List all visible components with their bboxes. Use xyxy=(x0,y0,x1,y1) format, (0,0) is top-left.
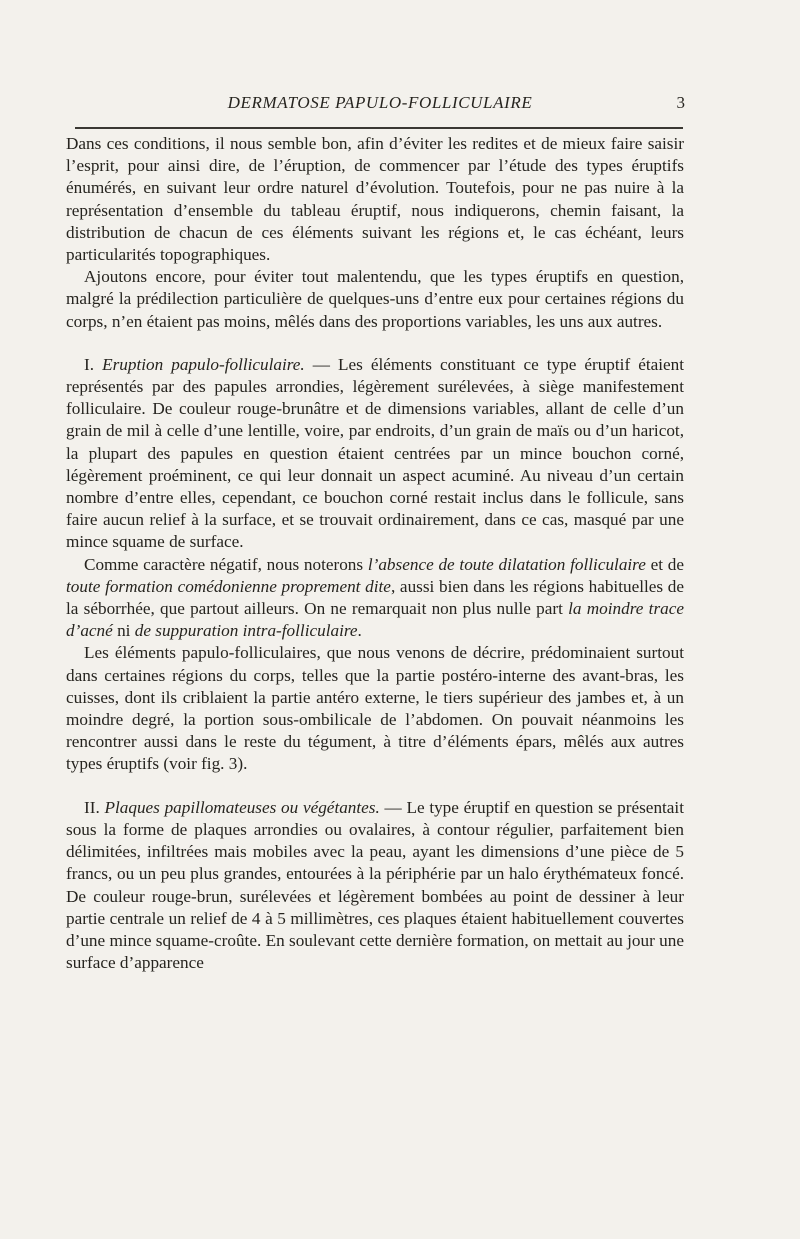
section-2-heading: Plaques papillomateuses ou végétantes. xyxy=(104,797,380,817)
section-2-text: — Le type éruptif en question se présentait sous la forme de plaques arrondies ou ovalaires, à contour régulier, parfaitement bien délimitées, infiltrées mais mobiles avec la peau, ayant les dimensions d’une pièce de 5 francs, ou un peu plus grandes, entourées à la périphérie par un halo érythémateux foncé. De couleur rouge-brun, surélevées et légèrement bombées au point de dessiner à leur partie centrale un relief de 4 à 5 millimètres, ces plaques étaient habituellement couvertes d’une mince squame-croûte. En soulevant cette dernière formation, on mettait au jour une surface d’apparence xyxy=(66,797,684,973)
section-1-numeral: I. xyxy=(84,354,95,374)
paragraph-distribution: Les éléments papulo-folliculaires, que nous venons de décrire, prédominaient surtout dans certaines régions du corps, telles que la partie postéro-interne des avant-bras, les cuisses, dont ils criblaient la partie antéro externe, le tiers supérieur des jambes et, à un moindre degré, la portion sous-ombilicale de l’abdomen. On pouvait néanmoins les rencontrer aussi dans le reste du tégument, à titre d’éléments épars, mêlés aux autres types éruptifs (voir fig. 3). xyxy=(66,643,684,774)
section-2-plaques xyxy=(66,797,684,975)
section-1-eruption xyxy=(66,354,684,554)
emphasis-run: de suppuration intra-folliculaire xyxy=(134,621,358,641)
emphasis-run: l’absence de toute dilatation folliculaire xyxy=(367,554,646,574)
header-rule xyxy=(75,127,683,129)
section-2-numeral: II. xyxy=(84,797,100,817)
page-number: 3 xyxy=(676,93,685,112)
paragraph-caractere-negatif xyxy=(66,554,684,643)
text-run: . xyxy=(357,621,362,641)
text-run: ni xyxy=(112,621,135,641)
emphasis-run: la moindre trace d’acné xyxy=(66,599,684,641)
body-text xyxy=(66,133,684,974)
section-1-heading: Eruption papulo-folliculaire. xyxy=(102,354,305,374)
paragraph-ajoutons: Ajoutons encore, pour éviter tout malentendu, que les types éruptifs en question, malgré la prédilection particulière de quelques-uns d’entre eux pour certaines régions du corps, n’en étaient pas moins, mêlés dans des proportions variables, les uns aux autres. xyxy=(66,267,684,331)
section-1-text: — Les éléments constituant ce type éruptif étaient représentés par des papules arrondies, légèrement surélevées, à siège manifestement folliculaire. De couleur rouge-brunâtre et de dimensions variables, allant de celle d’un grain de mil à celle d’une lentille, voire, par endroits, d’un grain de maïs ou d’un haricot, la plupart des papules en question étaient centrées par un mince bouchon corné, légèrement proéminent, ce qui leur donnait un aspect acuminé. Au niveau d’un certain nombre d’entre elles, cependant, ce bouchon corné restait inclus dans le follicule, sans faire aucun relief à la surface, et se trouvait ordinairement, dans ce cas, masqué par une mince squame de surface. xyxy=(66,354,685,552)
emphasis-run: toute formation comédonienne proprement dite xyxy=(66,576,391,596)
text-run: et de xyxy=(645,554,684,574)
text-run: , aussi bien dans les régions habituelles de la séborrhée, que partout ailleurs. On ne remarquait non plus nulle part xyxy=(66,576,684,619)
paragraph-conditions: Dans ces conditions, il nous semble bon, afin d’éviter les redites et de mieux faire saisir l’esprit, pour ainsi dire, de l’éruption, de commencer par l’étude des types éruptifs énumérés, en suivant leur ordre naturel d’évolution. Toutefois, pour ne pas nuire à la représentation d’ensemble du tableau éruptif, nous indiquerons, chemin faisant, la distribution de chacun de ces éléments suivant les régions et, le cas échéant, leurs particularités topographiques. xyxy=(66,134,684,265)
text-run: Comme caractère négatif, nous noterons xyxy=(84,554,368,574)
running-head xyxy=(75,93,685,117)
running-title: DERMATOSE PAPULO-FOLLICULAIRE xyxy=(227,93,533,112)
